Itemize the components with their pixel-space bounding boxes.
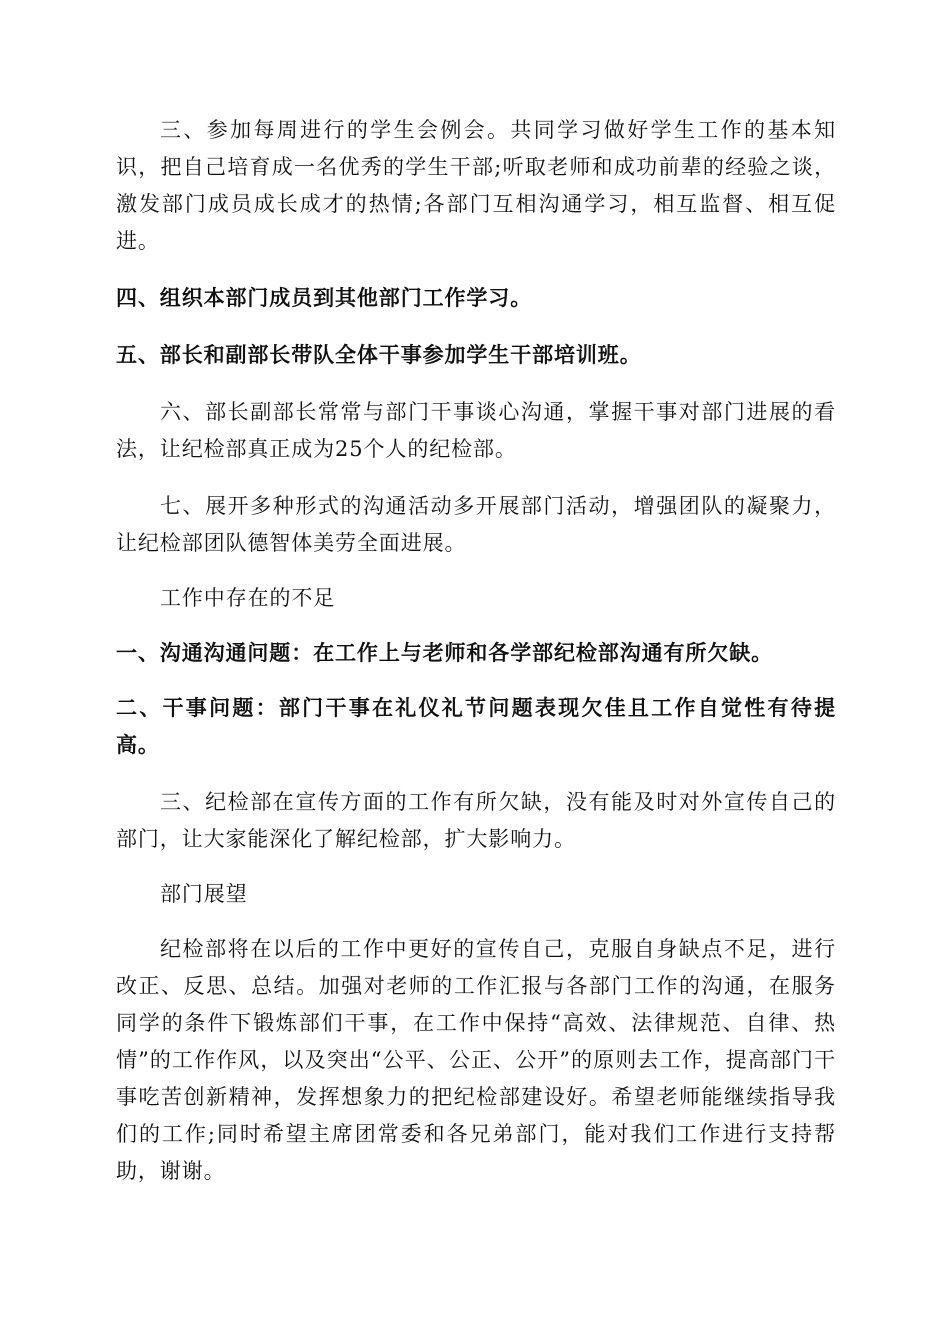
paragraph-organize-study: 四、组织本部门成员到其他部门工作学习。 [116,286,533,310]
paragraph-outlook: 纪检部将在以后的工作中更好的宣传自己，克服自身缺点不足，进行改正、反思、总结。加强对老师的工作汇报与各部门工作的沟通，在服务同学的条件下锻炼部们干事，在工作中保持“高效、法律规范、自律、热情”的工作作风，以及突出“公平、公正、公开”的原则去工作，提高部门干事吃苦创新精神，发挥想象力的把纪检部建设好。希望老师能继续指导我们的工作;同时希望主席团常委和各兄弟部门，能对我们工作进行支持帮助，谢谢。 [116,937,836,1183]
paragraph-activities: 七、展开多种形式的沟通活动多开展部门活动，增强团队的凝聚力，让纪检部团队德智体美劳全面进展。 [116,494,836,555]
section-heading-shortcomings: 工作中存在的不足 [160,586,336,610]
paragraph-publicity-issue: 三、纪检部在宣传方面的工作有所欠缺，没有能及时对外宣传自己的部门，让大家能深化了解纪检部，扩大影响力。 [116,790,836,851]
document-page [116,112,836,1190]
paragraph-meeting: 三、参加每周进行的学生会例会。共同学习做好学生工作的基本知识，把自己培育成一名优秀的学生干部;听取老师和成功前辈的经验之谈，激发部门成员成长成才的热情;各部门互相沟通学习，相互监督、相互促进。 [116,118,836,253]
paragraph-training: 五、部长和副部长带队全体干事参加学生干部培训班。 [116,343,642,367]
paragraph-communication: 六、部长副部长常常与部门干事谈心沟通，掌握干事对部门进展的看法，让纪检部真正成为25个人的纪检部。 [116,400,836,461]
paragraph-staff-issue: 二、干事问题：部门干事在礼仪礼节问题表现欠佳且工作自觉性有待提高。 [116,696,836,757]
section-heading-outlook: 部门展望 [160,882,248,906]
paragraph-communication-issue: 一、沟通沟通问题：在工作上与老师和各学部纪检部沟通有所欠缺。 [116,641,773,665]
